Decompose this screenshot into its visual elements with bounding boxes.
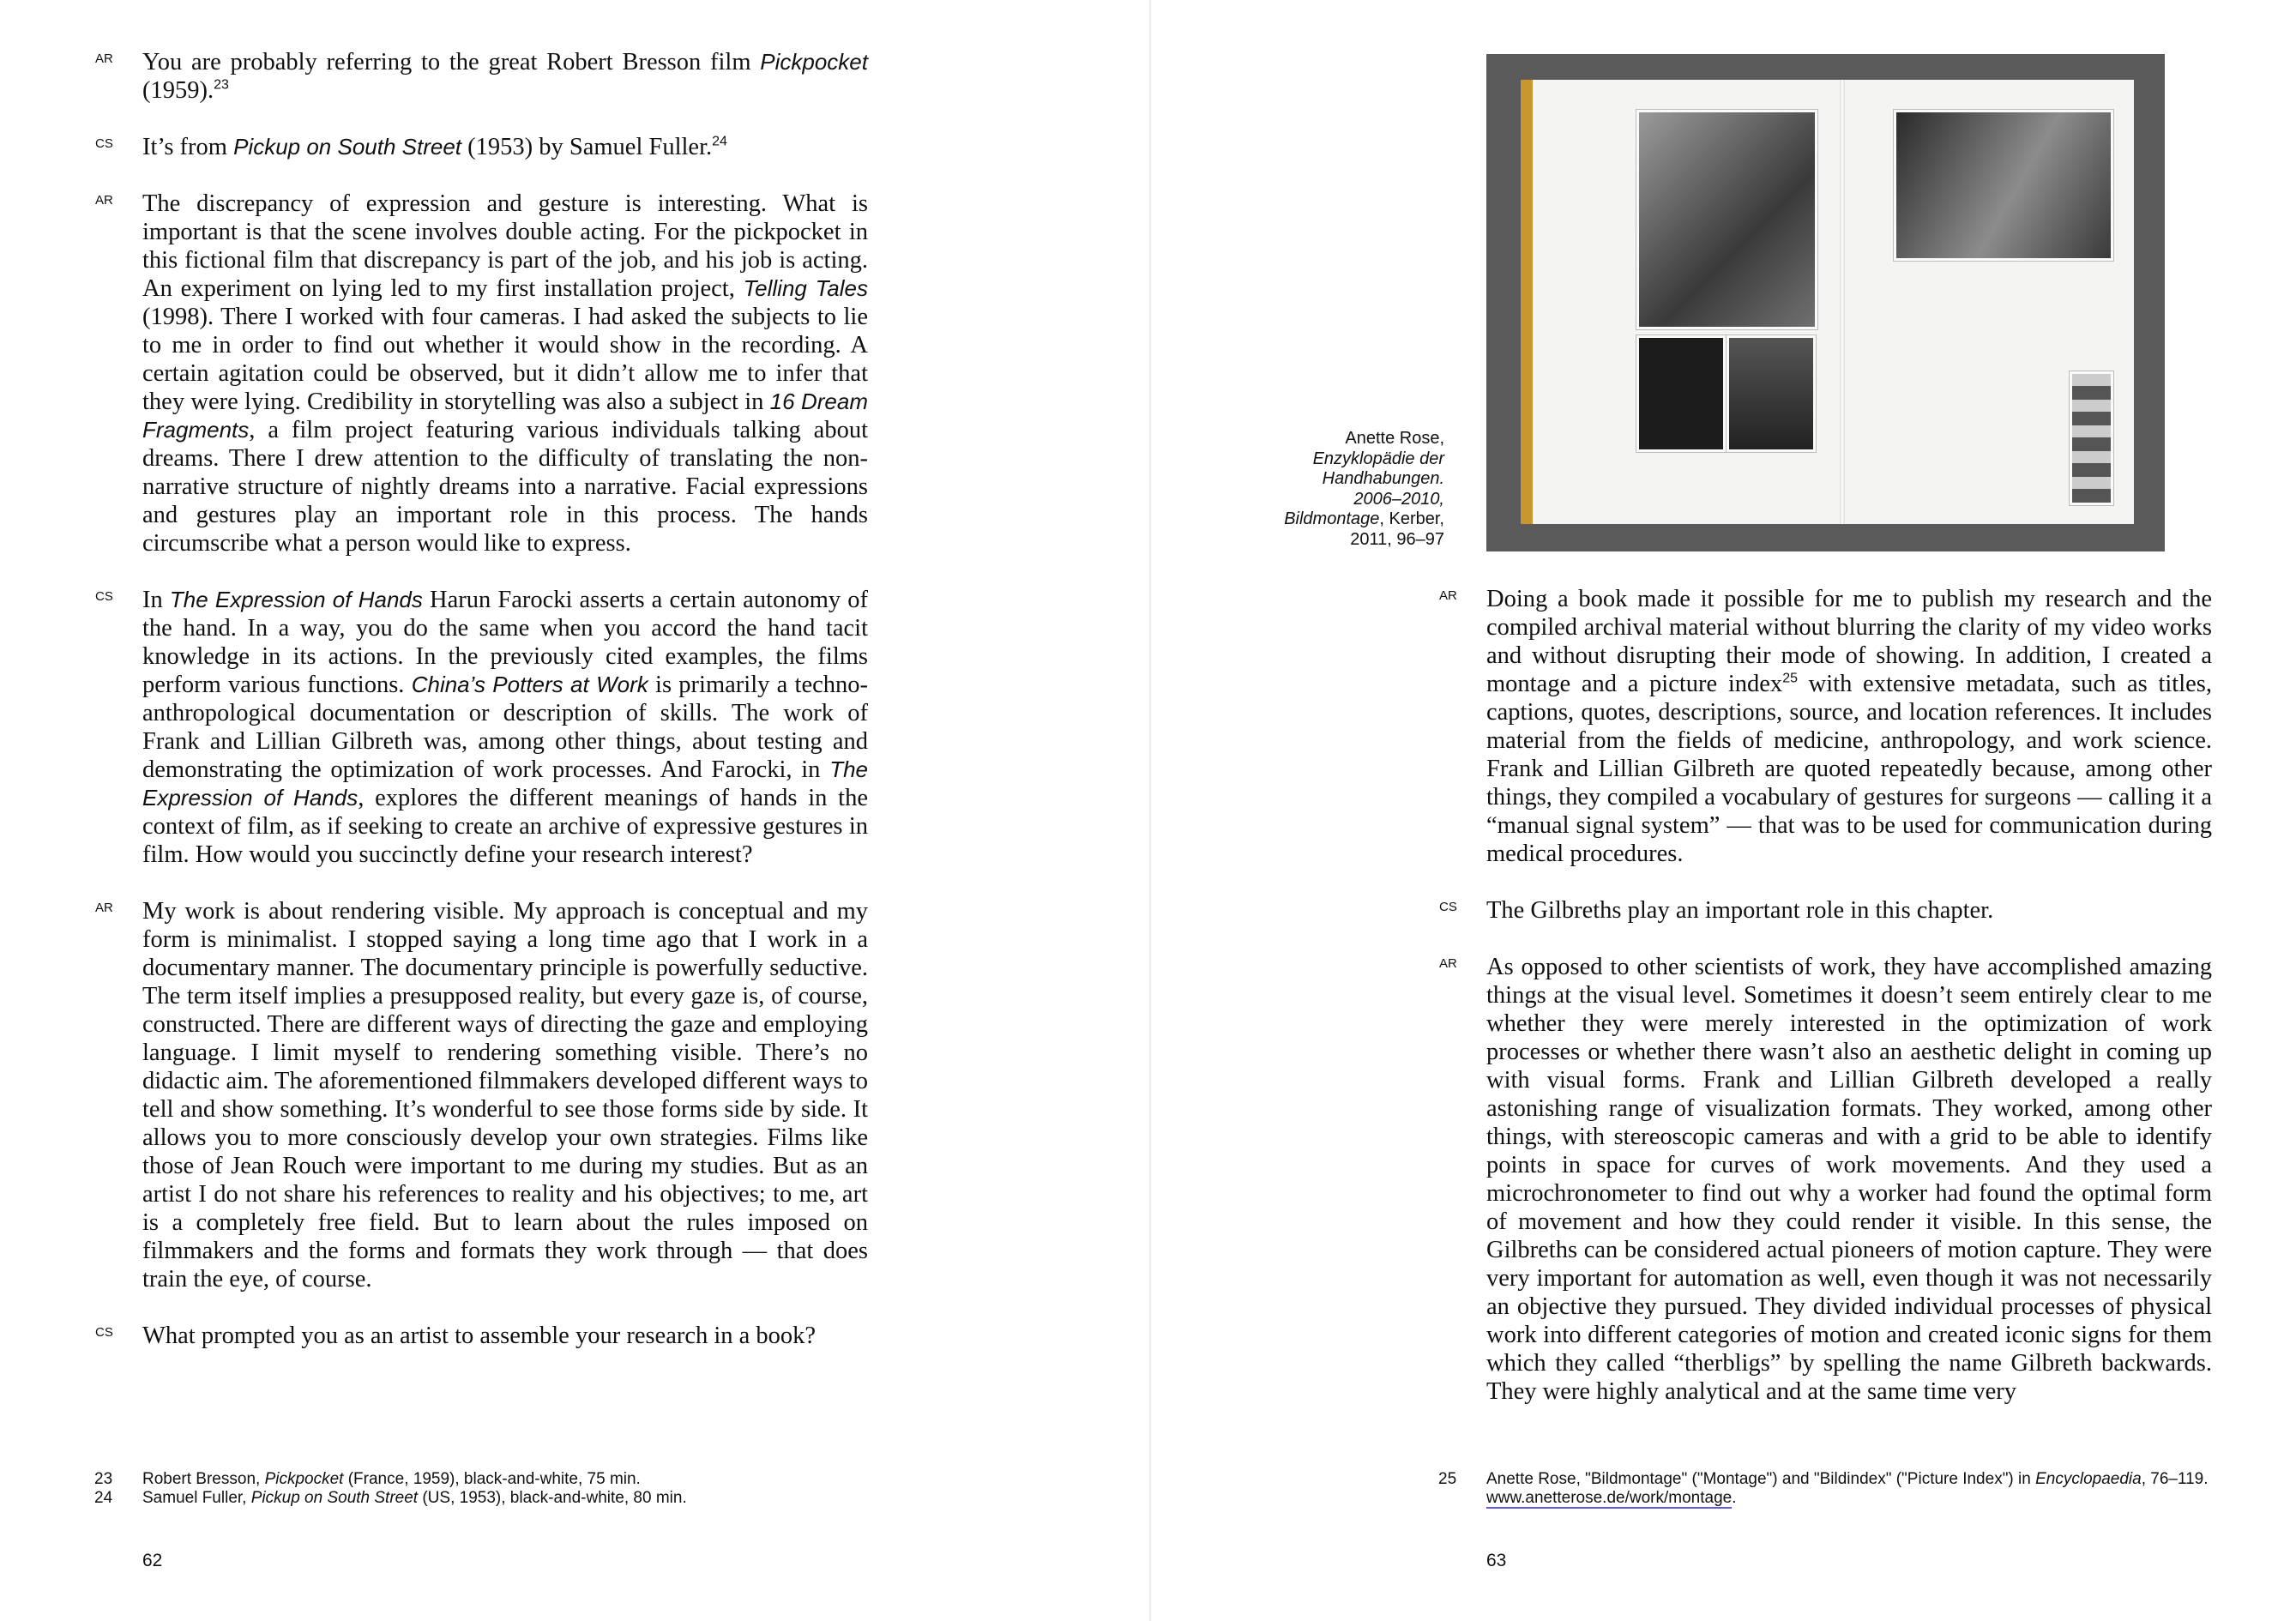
text-run: Harun Farocki asserts a certain autonomy of the hand. In a way, you do the same when you accord the hand tacit knowledge in its actions. In the previously cited examples, the films perform various functions. (142, 587, 868, 698)
italic-title: 16 Dream Fragments (142, 389, 868, 443)
dialogue-paragraph (95, 133, 868, 161)
italic-title: The Expression of Hands (142, 756, 868, 810)
speaker-label: AR (95, 901, 113, 915)
dialogue-paragraph (1439, 585, 2212, 868)
caption-text: Anette Rose, (1345, 429, 1444, 448)
italic-title: China’s Potters at Work (411, 672, 648, 697)
text-run: , a film project featuring various individuals talking about dreams. There I drew attention to the difficulty of translating the non-narrative structure of nightly dreams into a narrative. Facial expressions and gestures play an important role in this process. The hands circumscribe what a person would like to express. (142, 417, 868, 557)
speaker-label: AR (95, 51, 113, 66)
footnote-reference[interactable]: 24 (712, 134, 727, 149)
caption-line (1101, 530, 1444, 551)
dialogue-paragraph (1439, 896, 2212, 925)
text-run: Anette Rose, "Bildmontage" ("Montage") and "Bildindex" ("Picture Index") in (1486, 1470, 2036, 1488)
caption-line (1101, 449, 1444, 470)
dialogue-paragraph (95, 897, 868, 1293)
speaker-label: CS (95, 589, 113, 604)
italic-title: Pickpocket (760, 49, 868, 75)
text-run: My work is about rendering visible. My approach is conceptual and my form is minimalist. I stopped saying a long time ago that I work in a documentary manner. The documentary principle is powerfully seductive. The term itself implies a presupposed reality, but every gaze is, of course, constructed. There are different ways of directing the gaze and employing language. I limit myself to rendering something visible. There’s no didactic aim. The aforementioned filmmakers developed different ways to tell and show something. It’s wonderful to see those forms side by side. It allows you to more consciously develop your own strategies. Films like those of Jean Rouch were important to me during my studies. But as an artist I do not share his references to reality and his objectives; to me, art is a completely free field. But to learn about the rules imposed on filmmakers and the forms and formats they work through — that does train the eye, of course. (142, 898, 868, 1293)
caption-line (1101, 490, 1444, 510)
caption-line (1101, 469, 1444, 490)
page-number: 63 (1486, 1551, 1507, 1570)
text-run: It’s from (142, 134, 234, 160)
text-run: (US, 1953), black-and-white, 80 min. (418, 1489, 687, 1507)
text-run: You are probably referring to the great Robert Bresson film (142, 49, 761, 75)
url-link[interactable]: www.anetterose.de/work/montage (1486, 1489, 1733, 1507)
italic-title: Pickup on South Street (233, 134, 462, 160)
footnote-reference[interactable]: 23 (214, 77, 229, 93)
text-run: Robert Bresson, (142, 1470, 265, 1488)
footnote-number: 24 (94, 1489, 113, 1507)
italic-title: Telling Tales (743, 275, 868, 301)
speaker-label: AR (1439, 588, 1457, 603)
left-footnotes (94, 1470, 914, 1508)
text-run: (1959). (142, 77, 214, 104)
dialogue-paragraph (95, 586, 869, 869)
text-run: (1998). There I worked with four cameras. I had asked the subjects to lie to me in order to find out whether it would show in the recording. A certain agitation could be observed, but it didn’t allow me to infer that they were lying. Credibility in storytelling was also a subject in (142, 304, 868, 415)
dialogue-paragraph (1439, 953, 2212, 1406)
caption-line (1101, 429, 1444, 449)
page-gutter-divider (1149, 0, 1151, 1621)
text-run: Samuel Fuller, (142, 1489, 251, 1507)
caption-line (1101, 509, 1444, 530)
speaker-label: CS (1439, 900, 1457, 914)
left-body-text (95, 48, 869, 1378)
speaker-label: AR (95, 193, 113, 208)
text-run: The Gilbreths play an important role in this chapter. (1486, 897, 1994, 924)
right-footnotes (1438, 1470, 2224, 1508)
dialogue-paragraph (95, 190, 868, 557)
book-spread-photo (1486, 54, 2165, 551)
italic-title: The Expression of Hands (169, 587, 423, 612)
open-book-image (1521, 80, 2134, 524)
text-run: In (142, 587, 170, 613)
text-run: (France, 1959), black-and-white, 75 min. (343, 1470, 641, 1488)
speaker-label: AR (1439, 956, 1457, 971)
footnote-reference[interactable]: 25 (1782, 671, 1798, 686)
footnote (94, 1489, 914, 1508)
caption-text: 2011, 96–97 (1350, 529, 1444, 549)
caption-text: , Kerber, (1379, 509, 1444, 528)
text-run: , 76–119. (2141, 1470, 2209, 1488)
text-run: is primarily a techno-anthropological documentation or description of skills. The work of Frank and Lillian Gilbreth was, among other things, about testing and demonstrating the optimization of work processes. And Farocki, in (142, 672, 869, 783)
text-run: (1953) by Samuel Fuller. (461, 134, 713, 160)
speaker-label: CS (95, 136, 113, 151)
text-run: As opposed to other scientists of work, they have accomplished amazing things at the visual level. Sometimes it doesn’t seem entirely clear to me whether they were merely interested in the optimization of work processes or whether there wasn’t also an aesthetic delight in coming up with visual forms. Frank and Lillian Gilbreth developed a really astonishing range of visualization formats. They worked, among other things, with stereoscopic cameras and with a grid to be able to identify points in space for curves of work movements. And they used a microchronometer to find out why a worker had found the optimal form of movement and how they could render it visible. In this sense, the Gilbreths can be considered actual pioneers of motion capture. They were very important for automation as well, even though it was not necessarily an objective they pursued. They divided individual processes of physical work into different categories of motion and created iconic signs for them which they called “therbligs” by spelling the name Gilbreth backwards. They were highly analytical and at the same time very (1486, 954, 2212, 1405)
text-run: , explores the different meanings of hands in the context of film, as if seeking to create an archive of expressive gestures in film. How would you succinctly define your research interest? (142, 785, 868, 868)
footnote-number: 25 (1438, 1470, 1457, 1488)
dialogue-paragraph (95, 1322, 868, 1350)
footnote (94, 1470, 914, 1489)
text-run: . (1732, 1489, 1737, 1507)
text-run: with extensive metadata, such as titles, captions, quotes, descriptions, source, and location references. It includes material from the fields of medicine, anthropology, and work science. Frank and Lillian Gilbreth are quoted repeatedly because, among other things, they compiled a vocabulary of gestures for surgeons — calling it a “manual signal system” — that was to be used for communication during medical procedures. (1486, 671, 2212, 867)
caption-text: Enzyklopädie der (1312, 449, 1444, 468)
speaker-label: CS (95, 1325, 113, 1340)
text-run: Doing a book made it possible for me to publish my research and the compiled archival material without blurring the clarity of my video works and without disrupting their mode of showing. In addition, I created a montage and a picture index (1486, 586, 2212, 697)
footnote-number: 23 (94, 1470, 113, 1488)
caption-text: Handhabungen. (1322, 469, 1444, 488)
dialogue-paragraph (95, 48, 868, 105)
italic-title: Encyclopaedia (2035, 1470, 2142, 1488)
italic-title: Pickpocket (264, 1470, 344, 1488)
text-run: What prompted you as an artist to assemble your research in a book? (142, 1323, 817, 1349)
caption-text: Bildmontage (1284, 509, 1380, 528)
figure-caption (1101, 429, 1444, 550)
page-number: 62 (142, 1551, 163, 1570)
italic-title: Pickup on South Street (250, 1489, 419, 1507)
footnote (1438, 1470, 2224, 1508)
right-body-text (1439, 585, 2212, 1434)
caption-text: 2006–2010, (1353, 489, 1444, 509)
right-page (1153, 0, 2296, 1621)
text-run: The discrepancy of expression and gesture is interesting. What is important is that the scene involves double acting. For the pickpocket in this fictional film that discrepancy is part of the job, and his job is acting. An experiment on lying led to my first installation project, (142, 190, 868, 302)
